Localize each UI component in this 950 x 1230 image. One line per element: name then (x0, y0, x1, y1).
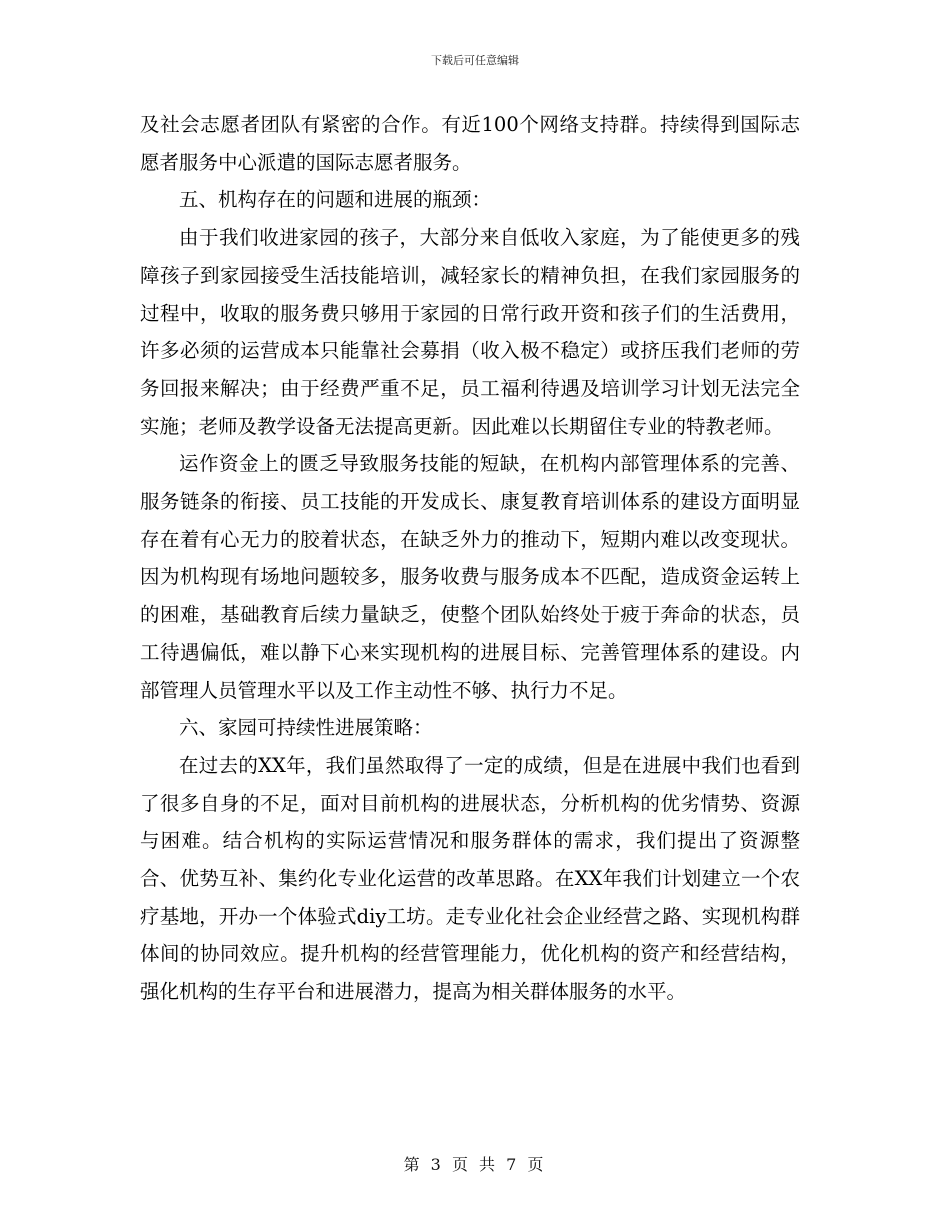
paragraph-funding-problems: 由于我们收进家园的孩子，大部分来自低收入家庭，为了能使更多的残障孩子到家园接受生活技能培训，减轻家长的精神负担，在我们家园服务的过程中，收取的服务费只够用于家园的日常行政开资和孩子们的生活费用，许多必须的运营成本只能靠社会募捐（收入极不稳定）或挤压我们老师的劳务回报来解决；由于经费严重不足，员工福利待遇及培训学习计划无法完全实施；老师及教学设备无法提高更新。因此难以长期留住专业的特教老师。 (140, 226, 800, 438)
section-heading-six: 六、家园可持续性进展策略： (179, 716, 433, 740)
paragraph-management-problems: 运作资金上的匮乏导致服务技能的短缺，在机构内部管理体系的完善、服务链条的衔接、员工技能的开发成长、康复教育培训体系的建设方面明显存在着有心无力的胶着状态，在缺乏外力的推动下，短期内难以改变现状。因为机构现有场地问题较多，服务收费与服务成本不匹配，造成资金运转上的困难，基础教育后续力量缺乏，使整个团队始终处于疲于奔命的状态，员工待遇偏低，难以静下心来实现机构的进展目标、完善管理体系的建设。内部管理人员管理水平以及工作主动性不够、执行力不足。 (140, 452, 800, 702)
paragraph-strategy: 在过去的XX年，我们虽然取得了一定的成绩，但是在进展中我们也看到了很多自身的不足，面对目前机构的进展状态，分析机构的优劣情势、资源与困难。结合机构的实际运营情况和服务群体的需求，我们提出了资源整合、优势互补、集约化专业化运营的改革思路。在XX年我们计划建立一个农疗基地，开办一个体验式diy工坊。走专业化社会企业经营之路、实现机构群体间的协同效应。提升机构的经营管理能力，优化机构的资产和经营结构，强化机构的生存平台和进展潜力，提高为相关群体服务的水平。 (140, 753, 800, 1004)
page-number-footer: 第 3 页 共 7 页 (403, 1155, 547, 1174)
section-heading-five: 五、机构存在的问题和进展的瓶颈： (179, 188, 492, 212)
page-header-note: 下载后可任意编辑 (431, 54, 519, 67)
document-body (140, 106, 800, 1011)
paragraph-continuation: 及社会志愿者团队有紧密的合作。有近100个网络支持群。持续得到国际志愿者服务中心派遣的国际志愿者服务。 (140, 113, 800, 174)
